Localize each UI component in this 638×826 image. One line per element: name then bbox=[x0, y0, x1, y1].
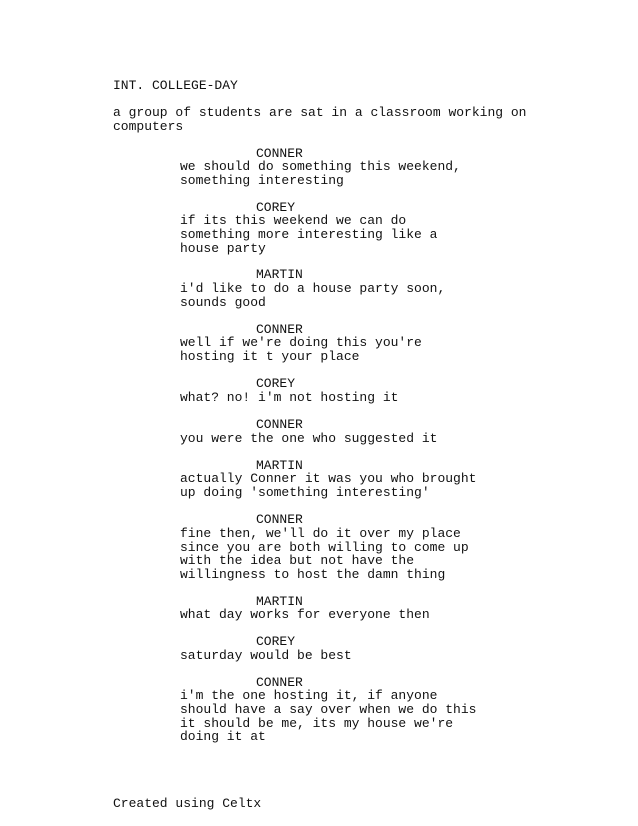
dialogue-line: up doing 'something interesting' bbox=[180, 485, 430, 500]
dialogue-line: sounds good bbox=[180, 295, 266, 310]
dialogue-line: we should do something this weekend, bbox=[180, 159, 461, 174]
scene-heading: INT. COLLEGE-DAY bbox=[113, 78, 238, 93]
character-name: CONNER bbox=[256, 146, 303, 161]
character-name: CONNER bbox=[256, 417, 303, 432]
action-line: computers bbox=[113, 119, 184, 134]
dialogue-line: since you are both willing to come up bbox=[180, 540, 469, 555]
dialogue-line: fine then, we'll do it over my place bbox=[180, 526, 461, 541]
dialogue-line: hosting it t your place bbox=[180, 349, 360, 364]
dialogue-line: well if we're doing this you're bbox=[180, 335, 422, 350]
dialogue-line: something more interesting like a bbox=[180, 227, 438, 242]
footer-credit: Created using Celtx bbox=[113, 796, 262, 811]
dialogue-line: i'm the one hosting it, if anyone bbox=[180, 688, 438, 703]
dialogue-line: should have a say over when we do this bbox=[180, 702, 477, 717]
dialogue-line: what day works for everyone then bbox=[180, 607, 430, 622]
dialogue-line: i'd like to do a house party soon, bbox=[180, 281, 446, 296]
dialogue-line: what? no! i'm not hosting it bbox=[180, 390, 399, 405]
dialogue-line: actually Conner it was you who brought bbox=[180, 471, 477, 486]
dialogue-line: house party bbox=[180, 241, 266, 256]
dialogue-line: saturday would be best bbox=[180, 648, 352, 663]
character-name: COREY bbox=[256, 200, 296, 215]
dialogue-line: willingness to host the damn thing bbox=[180, 567, 446, 582]
dialogue-line: something interesting bbox=[180, 173, 344, 188]
character-name: MARTIN bbox=[256, 267, 303, 282]
dialogue-line: if its this weekend we can do bbox=[180, 213, 407, 228]
character-name: CONNER bbox=[256, 512, 303, 527]
dialogue-line: doing it at bbox=[180, 729, 266, 744]
character-name: COREY bbox=[256, 634, 296, 649]
dialogue-line: you were the one who suggested it bbox=[180, 431, 438, 446]
character-name: MARTIN bbox=[256, 458, 303, 473]
character-name: CONNER bbox=[256, 322, 303, 337]
dialogue-line: it should be me, its my house we're bbox=[180, 716, 454, 731]
dialogue-line: with the idea but not have the bbox=[180, 553, 415, 568]
character-name: CONNER bbox=[256, 675, 303, 690]
action-line: a group of students are sat in a classroom working on bbox=[113, 105, 527, 120]
character-name: MARTIN bbox=[256, 594, 303, 609]
character-name: COREY bbox=[256, 376, 296, 391]
